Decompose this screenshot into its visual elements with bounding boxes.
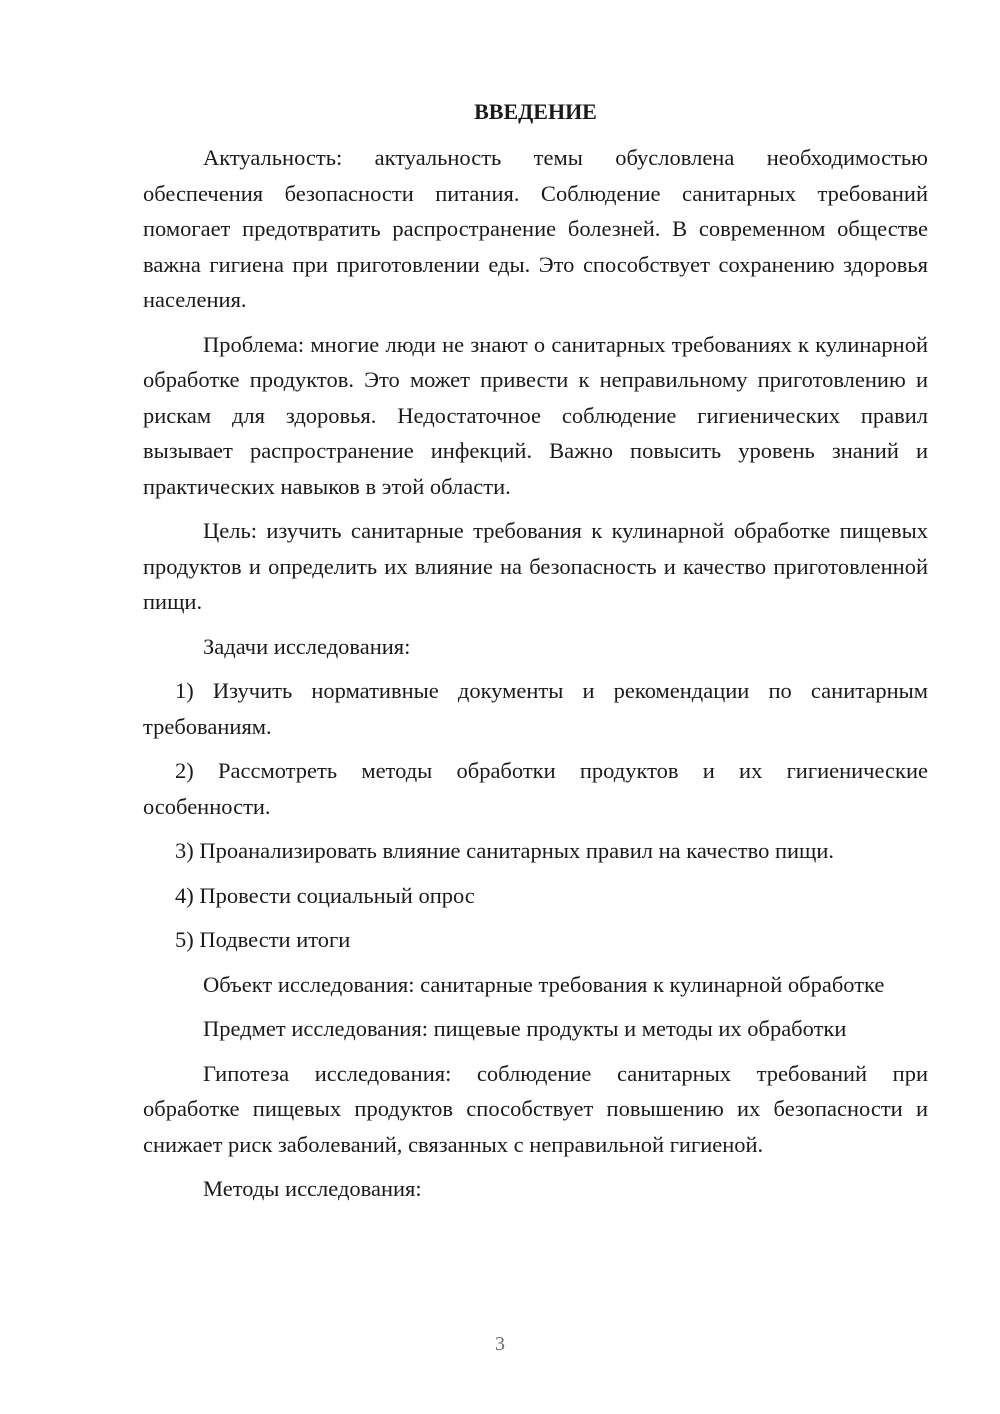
task-item: 4) Провести социальный опрос <box>175 882 475 908</box>
tasks-heading: Задачи исследования: <box>203 633 411 659</box>
task-item: 2) Рассмотреть методы обработки продуктов и их гигиенические особенности. <box>143 758 928 819</box>
task-item: 1) Изучить нормативные документы и рекомендации по санитарным требованиям. <box>143 678 928 739</box>
subject-paragraph: Предмет исследования: пищевые продукты и методы их обработки <box>203 1016 847 1041</box>
methods-heading: Методы исследования: <box>203 1176 422 1201</box>
page-number: 3 <box>495 1333 505 1355</box>
task-item: 5) Подвести итоги <box>175 927 351 952</box>
section-title: ВВЕДЕНИЕ <box>474 99 597 124</box>
relevance-paragraph: Актуальность: актуальность темы обусловлена необходимостью обеспечения безопасности питания. Соблюдение санитарных требований помогает предотвратить распространение болезней. В современном обществе важна гигиена при приготовлении еды. Это способствует сохранению здоровья населения. <box>143 145 928 312</box>
task-item: 3) Проанализировать влияние санитарных правил на качество пищи. <box>175 838 835 863</box>
object-paragraph: Объект исследования: санитарные требования к кулинарной обработке <box>203 971 885 997</box>
hypothesis-paragraph: Гипотеза исследования: соблюдение санитарных требований при обработке пищевых продуктов способствует повышению их безопасности и снижает риск заболеваний, связанных с неправильной гигиеной. <box>143 1060 928 1157</box>
problem-paragraph: Проблема: многие люди не знают о санитарных требованиях к кулинарной обработке продуктов. Это может привести к неправильному приготовлению и рискам для здоровья. Недостаточное соблюдение гигиенических правил вызывает распространение инфекций. Важно повысить уровень знаний и практических навыков в этой области. <box>143 331 928 499</box>
goal-paragraph: Цель: изучить санитарные требования к кулинарной обработке пищевых продуктов и определить их влияние на безопасность и качество приготовленной пищи. <box>143 518 928 614</box>
document-page <box>143 94 928 1216</box>
